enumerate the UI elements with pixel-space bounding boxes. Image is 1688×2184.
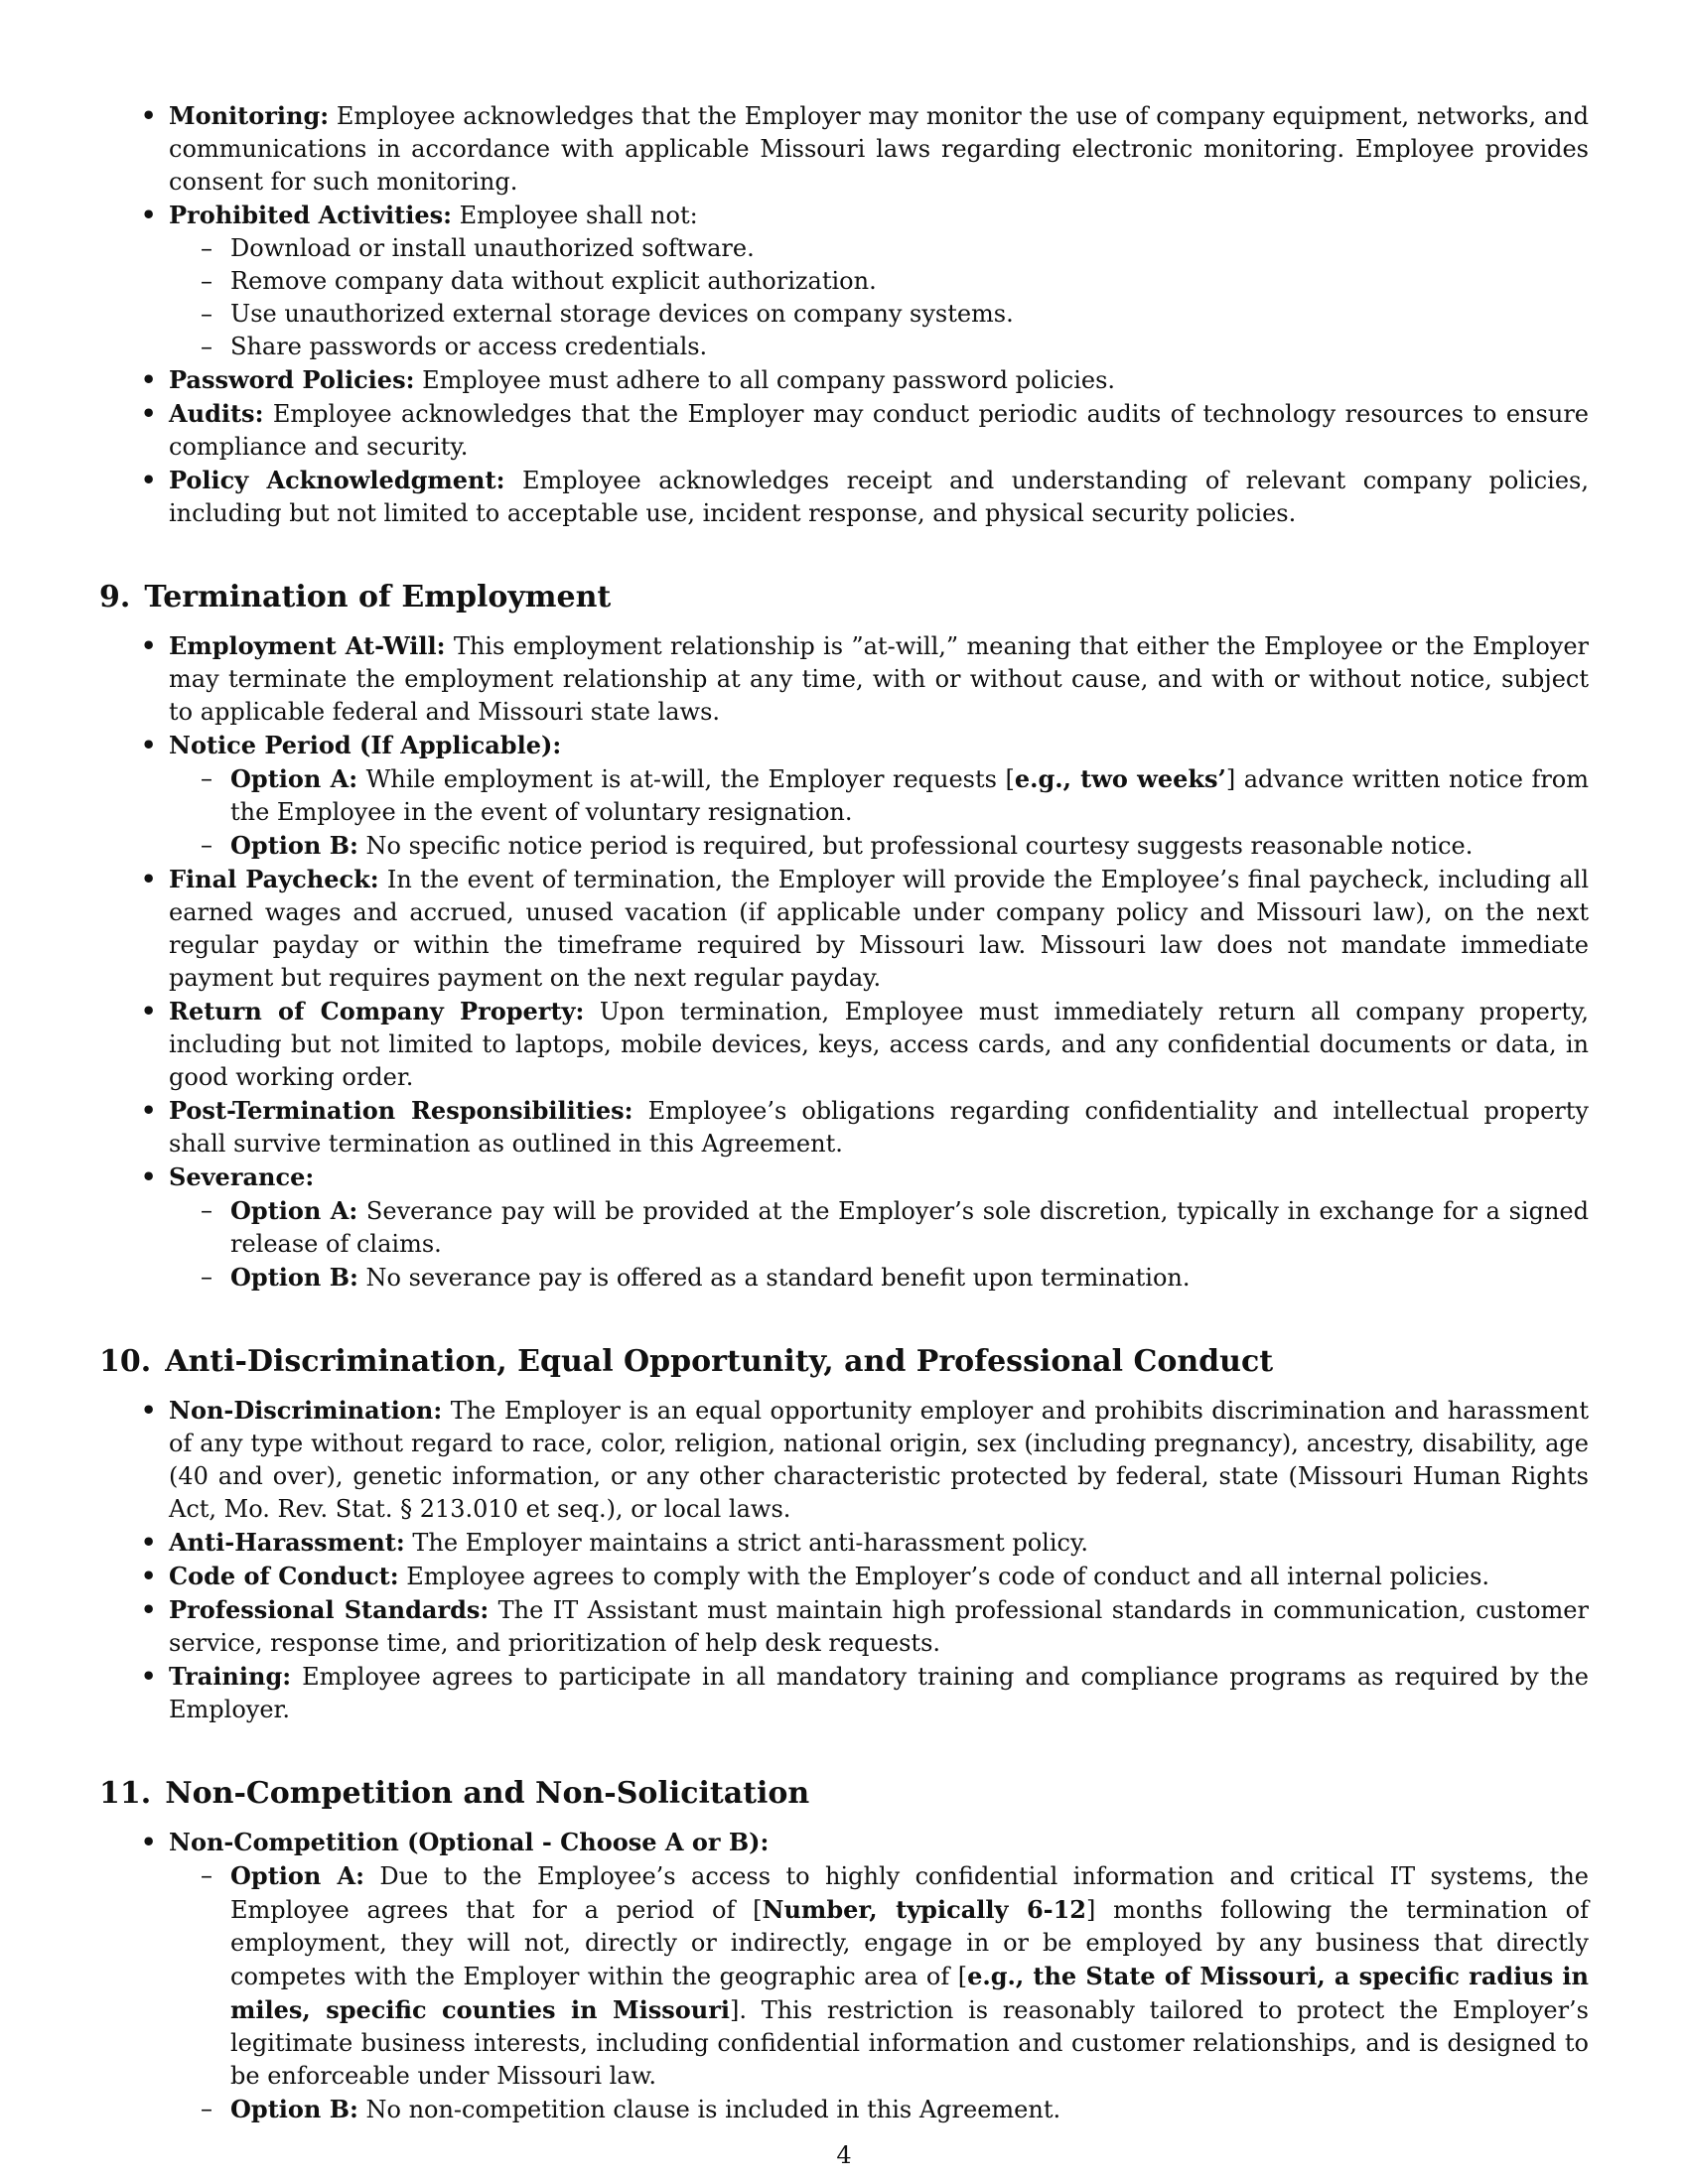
list-item-post-termination bbox=[169, 1094, 1589, 1160]
sublist-item: – Share passwords or access credentials. bbox=[230, 331, 1589, 363]
option-text: ] months following the termination of employment, they will not, directly or indirectly, engage in or be employed by any business that directly competes with the Employer within the geographic area of [ bbox=[230, 1896, 1589, 1990]
section-title: Non-Competition and Non-Solicitation bbox=[165, 1776, 810, 1811]
item-label: Return of Company Property: bbox=[169, 997, 585, 1025]
severance-option-a bbox=[230, 1194, 1589, 1261]
item-label: Non-Discrimination: bbox=[169, 1396, 443, 1425]
item-label: Code of Conduct: bbox=[169, 1562, 399, 1590]
list-item-severance bbox=[169, 1160, 1589, 1295]
option-text: No non-competition clause is included in this Agreement. bbox=[357, 2096, 1061, 2123]
item-text: This employment relationship is ”at-will,” meaning that either the Employee or the Employer may terminate the employment relationship at any time, with or without cause, and with or without notice, subject to applicable federal and Missouri state laws. bbox=[169, 632, 1590, 726]
sublist-item: – Download or install unauthorized software. bbox=[230, 232, 1589, 265]
section-number: 9. bbox=[99, 580, 131, 614]
item-label: Monitoring: bbox=[169, 101, 330, 130]
item-text: Upon termination, Employee must immediately return all company property, including but not limited to laptops, mobile devices, keys, access cards, and any confidential documents or data, in good working order. bbox=[169, 998, 1589, 1091]
option-text: Due to the Employee’s access to highly confidential information and critical IT systems, the Employee agrees that for a period of [ bbox=[230, 1862, 1589, 1924]
list-item-non-discrimination bbox=[169, 1394, 1589, 1526]
option-text: No severance pay is offered as a standard benefit upon termination. bbox=[357, 1264, 1191, 1292]
placeholder-text: Number, typically 6-12 bbox=[762, 1895, 1087, 1924]
item-label: Prohibited Activities: bbox=[169, 201, 452, 229]
list-item-return-property bbox=[169, 995, 1589, 1094]
list-item-monitoring bbox=[169, 99, 1589, 199]
section8-continued-list bbox=[99, 99, 1589, 530]
list-item-notice-period bbox=[169, 729, 1589, 863]
document-page bbox=[99, 99, 1589, 2126]
list-item-non-competition bbox=[169, 1826, 1589, 2126]
section10-list bbox=[99, 1394, 1589, 1726]
noncompetition-option-b bbox=[230, 2093, 1589, 2126]
section-heading-10 bbox=[99, 1342, 1589, 1382]
sublist-item: – Remove company data without explicit authorization. bbox=[230, 265, 1589, 298]
item-label: Password Policies: bbox=[169, 365, 415, 394]
list-item-professional-standards bbox=[169, 1593, 1589, 1660]
severance-options bbox=[169, 1194, 1589, 1295]
item-text: The Employer maintains a strict anti-harassment policy. bbox=[404, 1529, 1088, 1557]
item-text: Employee agrees to comply with the Employer’s code of conduct and all internal policies. bbox=[398, 1563, 1490, 1590]
placeholder-text: e.g., two weeks’ bbox=[1014, 764, 1226, 793]
item-text: Employee shall not: bbox=[452, 202, 698, 229]
item-text: Employee acknowledges that the Employer may conduct periodic audits of technology resources to ensure compliance and security. bbox=[169, 400, 1589, 461]
item-label: Employment At-Will: bbox=[169, 631, 446, 660]
notice-option-a bbox=[230, 762, 1589, 829]
notice-options bbox=[169, 762, 1589, 863]
option-text: ]. This restriction is reasonably tailored to protect the Employer’s legitimate business interests, including confidential information and customer relationships, and is designed to be enforceable under Missouri law. bbox=[230, 1996, 1589, 2090]
item-text: Employee agrees to participate in all mandatory training and compliance programs as required by the Employer. bbox=[169, 1663, 1589, 1723]
option-label: Option A: bbox=[230, 1861, 364, 1890]
list-item-final-paycheck bbox=[169, 863, 1589, 995]
list-item-training bbox=[169, 1660, 1589, 1726]
section9-list bbox=[99, 629, 1589, 1295]
item-label: Final Paycheck: bbox=[169, 865, 379, 893]
item-label: Anti-Harassment: bbox=[169, 1528, 405, 1557]
item-text: Employee’s obligations regarding confidentiality and intellectual property shall survive termination as outlined in this Agreement. bbox=[169, 1097, 1589, 1158]
item-label: Severance: bbox=[169, 1162, 315, 1191]
list-item-anti-harassment bbox=[169, 1526, 1589, 1560]
item-text: Employee must adhere to all company password policies. bbox=[414, 366, 1116, 394]
section-heading-11 bbox=[99, 1774, 1589, 1814]
item-text: The IT Assistant must maintain high professional standards in communication, customer service, response time, and prioritization of help desk requests. bbox=[169, 1596, 1589, 1657]
list-item-prohibited-activities bbox=[169, 199, 1589, 363]
notice-option-b bbox=[230, 829, 1589, 863]
item-label: Notice Period (If Applicable): bbox=[169, 731, 562, 759]
item-text: Employee acknowledges receipt and understanding of relevant company policies, including but not limited to acceptable use, incident response, and physical security policies. bbox=[169, 467, 1589, 527]
sublist-item: – Use unauthorized external storage devices on company systems. bbox=[230, 298, 1589, 331]
option-label: Option A: bbox=[230, 764, 358, 793]
option-text: While employment is at-will, the Employer requests [ bbox=[357, 765, 1015, 793]
item-text: In the event of termination, the Employer will provide the Employee’s final paycheck, including all earned wages and accrued, unused vacation (if applicable under company policy and Missouri law), on the next regular payday or within the timeframe required by Missouri law. Missouri law does not mandate immediate payment but requires payment on the next regular payday. bbox=[169, 866, 1589, 992]
section-title: Anti-Discrimination, Equal Opportunity, and Professional Conduct bbox=[165, 1344, 1274, 1379]
prohibited-sublist bbox=[169, 232, 1589, 363]
list-item-at-will bbox=[169, 629, 1589, 729]
list-item-policy-acknowledgment bbox=[169, 464, 1589, 530]
placeholder-text: e.g., the State of Missouri, a specific radius in miles, specific counties in Missouri bbox=[230, 1962, 1589, 2024]
severance-option-b bbox=[230, 1261, 1589, 1295]
section-number: 10. bbox=[99, 1344, 152, 1379]
option-text: ] advance written notice from the Employee in the event of voluntary resignation. bbox=[230, 765, 1590, 826]
item-label: Policy Acknowledgment: bbox=[169, 466, 505, 494]
item-label: Non-Competition (Optional - Choose A or B): bbox=[169, 1828, 770, 1856]
item-text: Employee acknowledges that the Employer may monitor the use of company equipment, networks, and communications in accordance with applicable Missouri laws regarding electronic monitoring. Employee provides consent for such monitoring. bbox=[169, 102, 1589, 196]
list-item-code-of-conduct bbox=[169, 1560, 1589, 1593]
section11-list bbox=[99, 1826, 1589, 2126]
page-number: 4 bbox=[836, 2141, 852, 2169]
noncompetition-option-a bbox=[230, 1859, 1589, 2093]
section-heading-9 bbox=[99, 578, 1589, 617]
item-label: Post-Termination Responsibilities: bbox=[169, 1096, 633, 1125]
option-label: Option B: bbox=[230, 2095, 358, 2123]
noncompetition-options bbox=[169, 1859, 1589, 2126]
item-label: Training: bbox=[169, 1662, 292, 1691]
list-item-audits bbox=[169, 397, 1589, 464]
option-text: Severance pay will be provided at the Employer’s sole discretion, typically in exchange for a signed release of claims. bbox=[230, 1197, 1590, 1258]
item-label: Audits: bbox=[169, 399, 264, 428]
section-number: 11. bbox=[99, 1776, 152, 1811]
item-text: The Employer is an equal opportunity employer and prohibits discrimination and harassment of any type without regard to race, color, religion, national origin, sex (including pregnancy), ancestry, disability, age (40 and over), genetic information, or any other characteristic protected by federal, state (Missouri Human Rights Act, Mo. Rev. Stat. § 213.010 et seq.), or local laws. bbox=[169, 1397, 1589, 1523]
option-label: Option B: bbox=[230, 831, 358, 860]
item-label: Professional Standards: bbox=[169, 1595, 490, 1624]
list-item-password-policies bbox=[169, 363, 1589, 397]
option-text: No specific notice period is required, but professional courtesy suggests reasonable notice. bbox=[357, 832, 1474, 860]
option-label: Option B: bbox=[230, 1263, 358, 1292]
option-label: Option A: bbox=[230, 1196, 358, 1225]
section-title: Termination of Employment bbox=[144, 580, 612, 614]
